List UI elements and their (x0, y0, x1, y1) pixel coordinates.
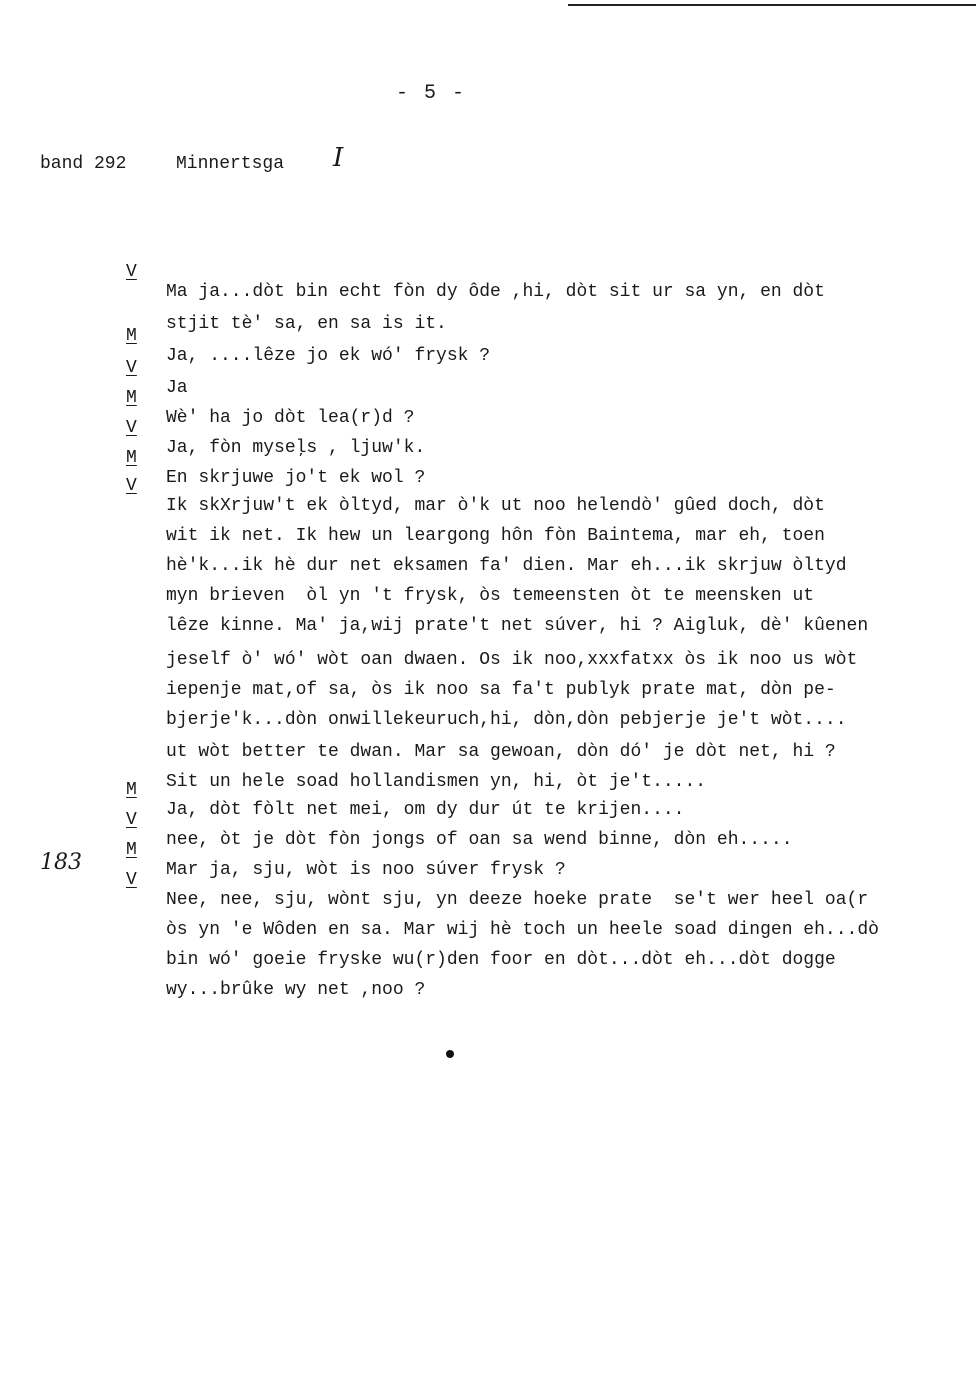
speaker-label: V (126, 810, 137, 830)
margin-note: 183 (40, 850, 82, 875)
transcript-line (0, 338, 188, 398)
transcript-line (0, 940, 426, 1000)
speaker-label: V (126, 418, 137, 438)
line-text: Mar ja, sju, wòt is noo súver frysk ? (166, 860, 566, 880)
line-text: wy...brûke wy net ,noo ? (166, 980, 426, 1000)
speaker-label: V (126, 262, 137, 282)
line-text: ut wòt better te dwan. Mar sa gewoan, dòn dó' je dòt net, hi ? (166, 742, 836, 762)
line-text: Ja, ....lêze jo ek wó' frysk ? (166, 346, 491, 366)
line-text: bjerje'k...dòn onwillekeuruch,hi, dòn,dòn pebjerje je't wòt.... (166, 710, 847, 730)
speaker-label: V (126, 358, 137, 378)
line-text: Ik skXrjuw't ek òltyd, mar ò'k ut noo helendò' gûed doch, dòt (166, 496, 825, 516)
line-text: En skrjuwe jo't ek wol ? (166, 468, 426, 488)
page-number: - 5 - (396, 82, 467, 105)
band-label: band 292 (40, 154, 127, 174)
volume-numeral: I (333, 143, 344, 173)
line-text: òs yn 'e Wôden en sa. Mar wij hè toch un heele soad dingen eh...dò (166, 920, 879, 940)
place-name: Minnertsga (176, 154, 285, 174)
transcript-line (0, 274, 447, 334)
line-text: nee, òt je dòt fòn jongs of oan sa wend binne, dòn eh..... (166, 830, 793, 850)
line-text: Wè' ha jo dòt lea(r)d ? (166, 408, 415, 428)
top-rule (568, 4, 976, 6)
line-text: Ja (166, 378, 188, 398)
line-text: Sit un hele soad hollandismen yn, hi, òt je't..... (166, 772, 707, 792)
line-text: Ma ja...dòt bin echt fòn dy ôde ,hi, dòt sit ur sa yn, en dòt (166, 282, 825, 302)
line-text: Ja, dòt fòlt net mei, om dy dur út te krijen.... (166, 800, 685, 820)
ink-dot (446, 1050, 454, 1058)
line-text: Nee, nee, sju, wònt sju, yn deeze hoeke prate se't wer heel oa(r (166, 890, 869, 910)
speaker-label: M (126, 840, 137, 860)
line-text: jeself ò' wó' wòt oan dwaen. Os ik noo,xxxfatxx òs ik noo us wòt (166, 650, 858, 670)
line-text: bin wó' goeie fryske wu(r)den foor en dòt...dòt eh...dòt dogge (166, 950, 836, 970)
speaker-label: M (126, 326, 137, 346)
speaker-label: V (126, 870, 137, 890)
line-text: hè'k...ik hè dur net eksamen fa' dien. Mar eh...ik skrjuw òltyd (166, 556, 847, 576)
speaker-label: V (126, 476, 137, 496)
speaker-label: M (126, 388, 137, 408)
line-text: Ja, fòn myseļs , ljuw'k. (166, 438, 426, 458)
line-text: wit ik net. Ik hew un leargong hôn fòn Baintema, mar eh, toen (166, 526, 825, 546)
speaker-label: M (126, 448, 137, 468)
line-text: iepenje mat,of sa, òs ik noo sa fa't publyk prate mat, dòn pe- (166, 680, 836, 700)
line-text: lêze kinne. Ma' ja,wij prate't net súver, hi ? Aigluk, dè' kûenen (166, 616, 869, 636)
line-text: stjit tè' sa, en sa is it. (166, 314, 447, 334)
transcript-line (0, 242, 825, 302)
speaker-label: M (126, 780, 137, 800)
line-text: myn brieven òl yn 't frysk, òs temeensten òt te meensken ut (166, 586, 815, 606)
